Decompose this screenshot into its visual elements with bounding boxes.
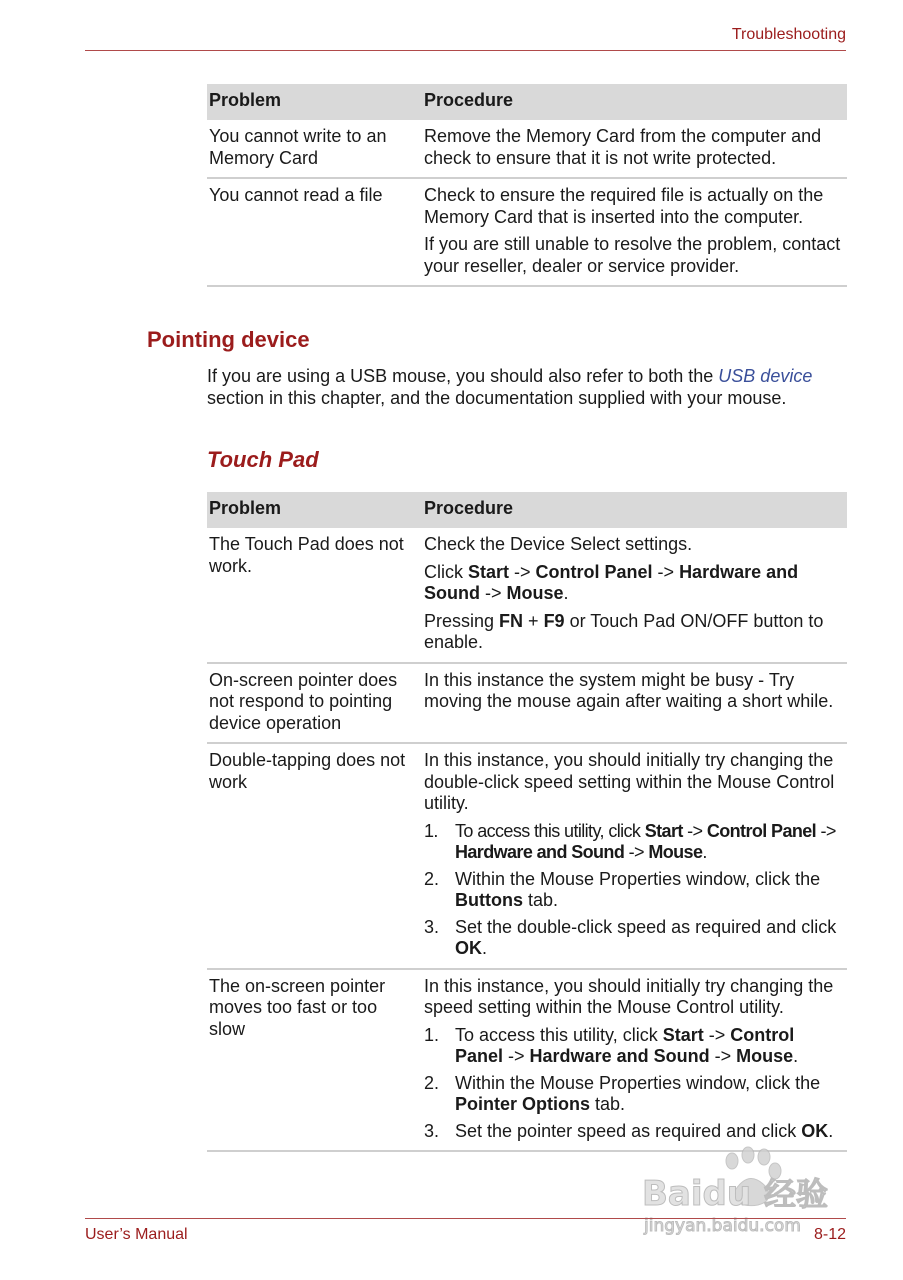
table-row [207,743,847,969]
running-header: Troubleshooting [731,26,846,43]
procedure-text: Remove the Memory Card from the computer and check to ensure that it is not write protected. [424,126,822,168]
procedure-cell [418,120,847,178]
usb-device-link[interactable]: USB device [718,366,813,386]
table-header-row [207,492,847,528]
problem-cell: On-screen pointer does not respond to pointing device operation [207,663,418,744]
procedure-cell [418,663,847,744]
list-item: 1. To access this utility, click Start -> Control Panel -> Hardware and Sound -> Mouse. [424,1024,799,1066]
section-heading: Pointing device [147,327,310,352]
table-row [207,178,847,286]
list-item: 3. Set the double-click speed as required and click OK. [424,916,837,958]
steps-list [424,821,845,960]
table-row [207,120,847,178]
list-item: 1. To access this utility, click Start -> Control Panel -> Hardware and Sound -> Mouse. [424,820,836,862]
steps-list [424,1025,845,1143]
footer-manual-title: User’s Manual [85,1226,188,1243]
touch-pad-table [207,492,847,1152]
procedure-text: In this instance the system might be busy - Try moving the mouse again after waiting a short while. [424,669,834,711]
procedure-cell [418,969,847,1152]
list-item: 2. Within the Mouse Properties window, click the Buttons tab. [424,868,821,910]
table-row [207,528,847,663]
watermark-url: jingyan.baidu.com [644,1216,801,1236]
col-header-procedure: Procedure [418,492,847,528]
col-header-problem: Problem [207,84,418,120]
header-rule [85,50,846,51]
watermark-cn: 经验 [764,1175,829,1213]
problem-cell: You cannot read a file [207,178,418,286]
list-item: 2. Within the Mouse Properties window, click the Pointer Options tab. [424,1072,821,1114]
procedure-text: In this instance, you should initially try changing the speed setting within the Mouse Control utility. [424,975,834,1017]
table-row [207,969,847,1152]
col-header-procedure: Procedure [418,84,847,120]
procedure-text: In this instance, you should initially try changing the double-click speed setting within the Mouse Control utility. [424,750,835,813]
procedure-cell [418,528,847,663]
problem-cell: The on-screen pointer moves too fast or too slow [207,969,418,1152]
procedure-text: Check to ensure the required file is actually on the Memory Card that is inserted into the computer. [424,185,824,227]
list-item: 3. Set the pointer speed as required and click OK. [424,1120,834,1141]
problem-cell: The Touch Pad does not work. [207,528,418,663]
paw-toe-icon [726,1153,738,1169]
table-row [207,663,847,744]
memory-card-table [207,84,847,287]
procedure-text: Pressing FN + F9 or Touch Pad ON/OFF button to enable. [424,610,824,652]
section-intro [207,366,837,409]
watermark-brand: Baidu [642,1174,752,1214]
procedure-cell [418,743,847,969]
col-header-problem: Problem [207,492,418,528]
problem-cell: You cannot write to an Memory Card [207,120,418,178]
procedure-text: Click Start -> Control Panel -> Hardware and Sound -> Mouse. [424,561,799,603]
table-header-row [207,84,847,120]
procedure-cell [418,178,847,286]
procedure-text: If you are still unable to resolve the problem, contact your reseller, dealer or service provider. [424,234,841,276]
paw-toe-icon [758,1149,770,1165]
procedure-text: Check the Device Select settings. [424,534,693,554]
footer-rule [85,1218,846,1219]
problem-cell: Double-tapping does not work [207,743,418,969]
subsection-heading: Touch Pad [207,447,319,472]
paw-toe-icon [742,1147,754,1163]
intro-text: section in this chapter, and the documentation supplied with your mouse. [207,387,787,408]
page-number: 8-12 [813,1226,846,1243]
intro-text: If you are using a USB mouse, you should also refer to both the [207,366,719,386]
